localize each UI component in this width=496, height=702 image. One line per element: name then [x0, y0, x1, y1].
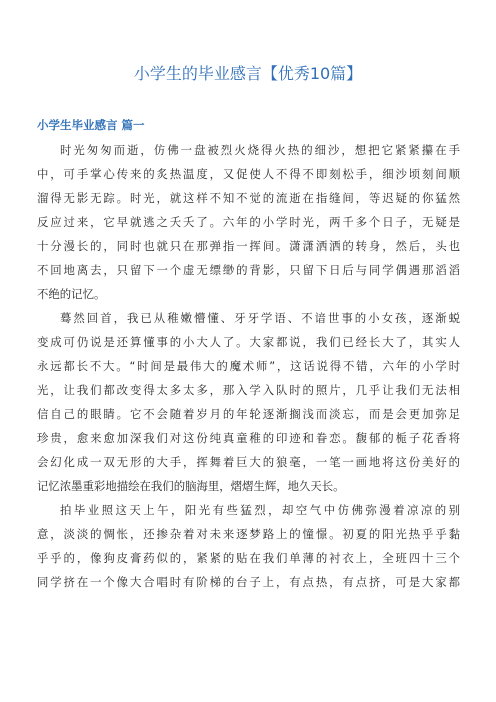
paragraph-line: 蓦然回首，我已从稚嫩懵懂、牙牙学语、不谙世事的小女孩，逐渐蜕: [60, 311, 460, 325]
paragraph-line: 变成可仍说是还算懂事的小大人了。大家都说，我们已经长大了，其实人: [37, 335, 460, 349]
paragraph-line: 永远都长不大。“时间是最伟大的魔术师”，这话说得不错，六年的小学时: [37, 359, 460, 373]
paragraph-line: 拍毕业照这天上午，阳光有些猛烈，却空气中仿佛弥漫着凉凉的别: [60, 503, 460, 517]
paragraph-line: 不回地离去，只留下一个虚无缥缈的背影，只留下日后与同学偶遇那滔滔: [37, 263, 460, 277]
paragraph-line: 十分漫长的，同时也就只在那弹指一挥间。潇潇洒洒的转身，然后，头也: [37, 239, 460, 253]
paragraph-line: 光，让我们都改变得太多太多，那入学入队时的照片，几乎让我们无法相: [37, 383, 460, 397]
paragraph-line: 乎乎的，像狗皮膏药似的，紧紧的贴在我们单薄的衬衣上，全班四十三个: [37, 551, 460, 565]
paragraph-line: 信自己的眼睛。它不会随着岁月的年轮逐渐搁浅而淡忘，而是会更加弥足: [37, 407, 460, 421]
paragraph-line: 同学挤在一个像大合唱时有阶梯的台子上，有点热，有点挤，可是大家都: [37, 575, 460, 589]
document-title: 小学生的毕业感言【优秀10篇】: [133, 64, 363, 83]
paragraph-line: 时光匆匆而逝，仿佛一盘被烈火烧得火热的细沙，想把它紧紧攥在手: [60, 143, 460, 157]
section-heading: 小学生毕业感言 篇一: [37, 118, 145, 132]
paragraph-line: 记忆浓墨重彩地描绘在我们的脑海里，熠熠生辉，地久天长。: [37, 479, 345, 493]
paragraph-line: 会幻化成一双无形的大手，挥舞着巨大的狼毫，一笔一画地将这份美好的: [37, 455, 460, 469]
paragraph-line: 反应过来，它早就逃之夭夭了。六年的小学时光，两千多个日子，无疑是: [37, 215, 460, 229]
paragraph-line: 珍贵，愈来愈加深我们对这份纯真童稚的印迹和眷恋。馥郁的栀子花香将: [37, 431, 460, 445]
paragraph-line: 不绝的记忆。: [37, 287, 106, 301]
paragraph-line: 溜得无影无踪。时光，就这样不知不觉的流逝在指缝间，等迟疑的你猛然: [37, 191, 460, 205]
paragraph-line: 意，淡淡的惆怅，还掺杂着对未来逐梦路上的憧憬。初夏的阳光热乎乎黏: [37, 527, 460, 541]
paragraph-line: 中，可手掌心传来的炙热温度，又促使人不得不即刻松手，细沙顷刻间顺: [37, 167, 460, 181]
